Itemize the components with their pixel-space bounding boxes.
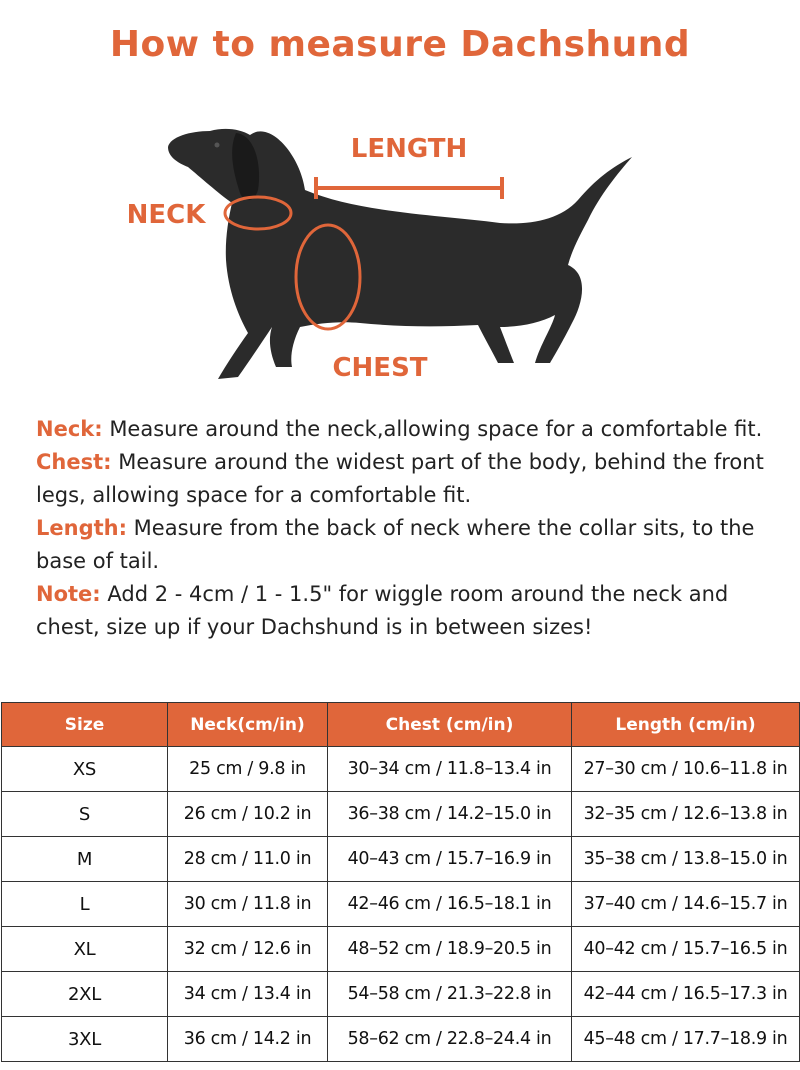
header-neck: Neck(cm/in) bbox=[168, 703, 328, 747]
header-length: Length (cm/in) bbox=[572, 703, 800, 747]
instruction-label: Length: bbox=[36, 516, 127, 540]
instruction-neck bbox=[36, 413, 776, 446]
neck-cell: 36 cm / 14.2 in bbox=[168, 1017, 328, 1062]
table-header-row bbox=[2, 703, 800, 747]
size-cell: M bbox=[2, 837, 168, 882]
size-cell: 2XL bbox=[2, 972, 168, 1017]
neck-cell: 25 cm / 9.8 in bbox=[168, 747, 328, 792]
chest-label: CHEST bbox=[332, 353, 428, 383]
size-chart-table bbox=[1, 702, 800, 1062]
neck-label: NECK bbox=[126, 200, 206, 230]
size-cell: L bbox=[2, 882, 168, 927]
neck-cell: 32 cm / 12.6 in bbox=[168, 927, 328, 972]
dachshund-silhouette bbox=[168, 129, 632, 379]
measurement-instructions bbox=[36, 413, 776, 644]
chest-cell: 30–34 cm / 11.8–13.4 in bbox=[328, 747, 572, 792]
length-cell: 40–42 cm / 15.7–16.5 in bbox=[572, 927, 800, 972]
header-chest: Chest (cm/in) bbox=[328, 703, 572, 747]
size-cell: XS bbox=[2, 747, 168, 792]
instruction-length bbox=[36, 512, 776, 578]
instruction-text: Add 2 - 4cm / 1 - 1.5" for wiggle room around the neck and chest, size up if your Dachshund is in between sizes! bbox=[36, 582, 729, 639]
table-row bbox=[2, 972, 800, 1017]
instruction-label: Neck: bbox=[36, 417, 103, 441]
instruction-chest bbox=[36, 446, 776, 512]
length-cell: 42–44 cm / 16.5–17.3 in bbox=[572, 972, 800, 1017]
instruction-text: Measure around the widest part of the body, behind the front legs, allowing space for a comfortable fit. bbox=[36, 450, 764, 507]
instruction-text: Measure around the neck,allowing space for a comfortable fit. bbox=[102, 417, 763, 441]
page-title: How to measure Dachshund bbox=[109, 24, 691, 65]
length-cell: 27–30 cm / 10.6–11.8 in bbox=[572, 747, 800, 792]
length-cell: 32–35 cm / 12.6–13.8 in bbox=[572, 792, 800, 837]
chest-cell: 48–52 cm / 18.9–20.5 in bbox=[328, 927, 572, 972]
size-cell: 3XL bbox=[2, 1017, 168, 1062]
table-row bbox=[2, 1017, 800, 1062]
neck-cell: 34 cm / 13.4 in bbox=[168, 972, 328, 1017]
length-measure-bar bbox=[316, 177, 502, 199]
chest-cell: 54–58 cm / 21.3–22.8 in bbox=[328, 972, 572, 1017]
table-row bbox=[2, 837, 800, 882]
table-row bbox=[2, 747, 800, 792]
neck-cell: 30 cm / 11.8 in bbox=[168, 882, 328, 927]
chest-cell: 58–62 cm / 22.8–24.4 in bbox=[328, 1017, 572, 1062]
instruction-label: Note: bbox=[36, 582, 101, 606]
neck-cell: 28 cm / 11.0 in bbox=[168, 837, 328, 882]
length-cell: 35–38 cm / 13.8–15.0 in bbox=[572, 837, 800, 882]
chest-cell: 42–46 cm / 16.5–18.1 in bbox=[328, 882, 572, 927]
instruction-note bbox=[36, 578, 776, 644]
length-cell: 45–48 cm / 17.7–18.9 in bbox=[572, 1017, 800, 1062]
neck-cell: 26 cm / 10.2 in bbox=[168, 792, 328, 837]
header-size: Size bbox=[2, 703, 168, 747]
instruction-label: Chest: bbox=[36, 450, 112, 474]
table-row bbox=[2, 792, 800, 837]
size-cell: XL bbox=[2, 927, 168, 972]
chest-cell: 36–38 cm / 14.2–15.0 in bbox=[328, 792, 572, 837]
measurement-diagram bbox=[0, 95, 800, 395]
table-row bbox=[2, 927, 800, 972]
chest-cell: 40–43 cm / 15.7–16.9 in bbox=[328, 837, 572, 882]
dachshund-diagram bbox=[0, 95, 800, 395]
length-label: LENGTH bbox=[350, 134, 468, 164]
table-row bbox=[2, 882, 800, 927]
length-cell: 37–40 cm / 14.6–15.7 in bbox=[572, 882, 800, 927]
size-cell: S bbox=[2, 792, 168, 837]
instruction-text: Measure from the back of neck where the collar sits, to the base of tail. bbox=[36, 516, 755, 573]
